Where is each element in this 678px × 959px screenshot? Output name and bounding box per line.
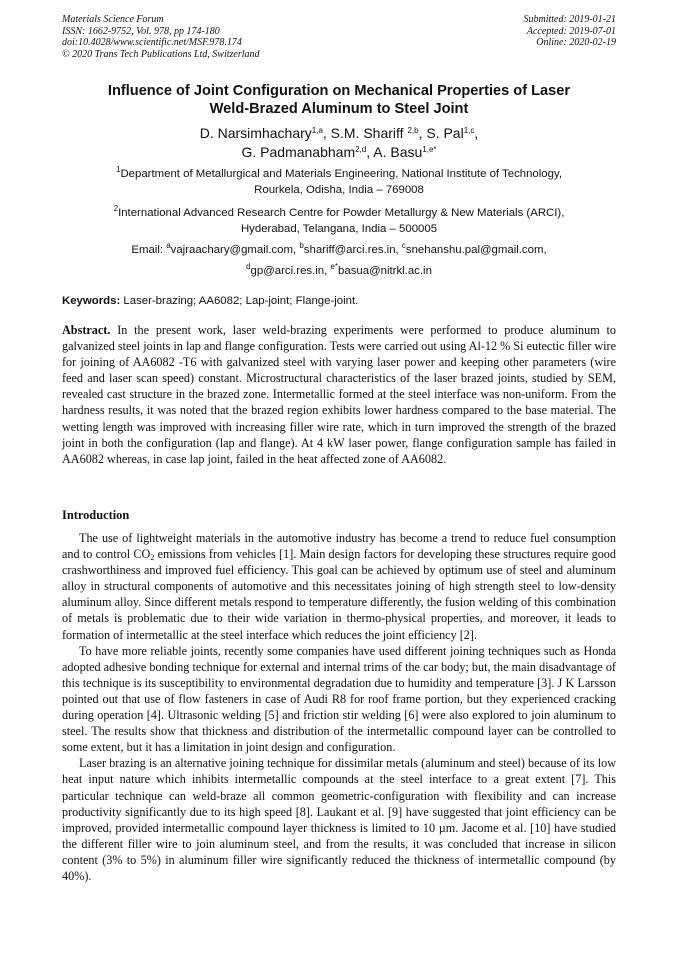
email-mark: a	[166, 241, 171, 250]
email-label: Email:	[131, 244, 167, 256]
submitted-date: Submitted: 2019-01-21	[523, 14, 616, 25]
email-mark: c	[401, 241, 406, 250]
email-link[interactable]: basua@nitrkl.ac.in	[338, 265, 432, 277]
author-name: G. Padmanabham	[241, 144, 356, 160]
submission-dates	[524, 14, 617, 49]
journal-name: Materials Science Forum	[62, 14, 164, 25]
affiliation-text: Department of Metallurgical and Materials Engineering, National Institute of Technology,	[120, 168, 562, 180]
paper-title-line-2: Weld-Brazed Aluminum to Steel Joint	[209, 101, 469, 117]
journal-doi: doi:10.4028/www.scientific.net/MSF.978.174	[62, 37, 242, 49]
author-name: , A. Basu	[366, 144, 423, 160]
paragraph-text: The use of lightweight materials in the automotive industry has become a trend to reduce fuel consumption and to control CO	[62, 531, 616, 562]
author-affiliation-mark: 1,c	[463, 126, 475, 135]
keywords-text: Laser-brazing; AA6082; Lap-joint; Flange-joint.	[120, 295, 359, 307]
journal-issn: ISSN: 1662-9752, Vol. 978, pp 174-180	[62, 25, 220, 37]
author-line-1	[62, 124, 616, 143]
author-list	[62, 124, 616, 162]
intro-paragraph-3: Laser brazing is an alternative joining technique for dissimilar metals (aluminum and steel) because of its low heat input nature which inhibits intermetallic compounds at the steel interface to a great extent [7]. This particular technique can weld-braze all common geometric-configuration with flexibility and can increase productivity significantly due to its high speed [8]. Laukant et al. [9] have suggested that joint efficiency can be improved, provided intermetallic compound layer thickness is limited to 10 µm. Jacome et al. [10] have studied the different filler wire to join aluminum steel, and from the results, it was concluded that increase in silicon content (3% to 5%) in aluminum filler wire significantly reduced the thickness of intermetallic compound (by 40%).	[62, 756, 616, 883]
email-mark: d	[246, 262, 251, 271]
author-name: , S. Pal	[418, 125, 464, 141]
paragraph-text: emissions from vehicles [1]. Main design factors for developing these structures require good crashworthiness and improved fuel efficiency. This goal can be achieved by optimum use of steel and aluminum alloy in structural components of automotive and this necessitates joining of high strength steel to low-density aluminum alloy. Since different metals respond to temperature differently, the fusion welding of this combination of metals is problematic due to their wide variation in thermo-physical properties, and moreover, it leads to formation of intermetallic at the steel interface which reduces the joint efficiency [2].	[62, 547, 616, 642]
intro-paragraph-2: To have more reliable joints, recently some companies have used different joining techniques such as Honda adopted adhesive bonding technique for external and internal trims of the car body; but, the main disadvantage of this technique is its susceptibility to environmental degradation due to humidity and temperature [3]. J K Larsson pointed out that use of flow fasteners in case of Audi R8 for roof frame portion, but they experienced cracking during operation [4]. Ultrasonic welding [5] and friction stir welding [6] were also explored to join aluminum to steel. The results show that thickness and distribution of the intermetallic compound layer can be controlled to some extent, but it has a limitation in joint design and configuration.	[62, 643, 616, 755]
abstract-text: In the present work, laser weld-brazing experiments were performed to produce aluminum to galvanized steel joints in lap and flange configuration. Tests were carried out using Al-12 % Si eutectic filler wire for joining of AA6082 -T6 with galvanized steel with varying laser power and keeping other parameters (wire feed and laser scan speed) constant. Microstructural characteristics of the laser brazed joints, studied by SEM, revealed cast structure in the brazed zone. Intermetallic formed at the steel interface was non-uniform. From the hardness results, it was noted that the brazed region exhibits lower hardness compared to the base material. The wetting length was improved with increasing filler wire rate, which in turn improved the strength of the brazed joint in both the configuration (lap and flange). At 4 kW laser power, flange configuration sample has failed in AA6082 whereas, in case lap joint, failed in the heat affected zone of AA6082.	[62, 323, 616, 466]
email-link[interactable]: vajraachary@gmail.com,	[170, 244, 300, 256]
keywords-label: Keywords:	[62, 295, 121, 307]
affiliation-2	[72, 205, 606, 237]
affiliation-text: International Advanced Research Centre for Powder Metallurgy & New Materials (ARCI),	[118, 207, 565, 219]
author-affiliation-mark: 1,a	[311, 126, 323, 135]
email-mark: e*	[330, 262, 339, 271]
affiliation-2-line-2: Hyderabad, Telangana, India – 500005	[240, 223, 438, 235]
abstract-label: Abstract.	[62, 323, 111, 337]
author-separator: ,	[474, 125, 479, 141]
email-line-1	[62, 240, 616, 261]
abstract	[62, 322, 616, 467]
paper-title	[62, 82, 616, 118]
email-mark: b	[299, 241, 304, 250]
keywords	[62, 294, 616, 309]
affiliation-2-line-1	[72, 205, 606, 221]
author-line-2	[62, 143, 616, 162]
paper-title-line-1: Influence of Joint Configuration on Mechanical Properties of Laser	[107, 83, 571, 99]
intro-paragraph-1	[62, 530, 616, 643]
introduction-body	[62, 530, 616, 884]
accepted-date: Accepted: 2019-07-01	[526, 25, 616, 37]
affiliation-1	[72, 166, 606, 198]
email-link[interactable]: shariff@arci.res.in,	[303, 244, 402, 256]
email-line-2	[62, 261, 616, 282]
email-link[interactable]: snehanshu.pal@gmail.com,	[405, 244, 547, 256]
email-block	[62, 240, 616, 282]
online-date: Online: 2020-02-19	[536, 37, 616, 49]
email-link[interactable]: gp@arci.res.in,	[250, 265, 331, 277]
author-affiliation-mark: 2,d	[355, 145, 367, 154]
affiliation-mark: 1	[116, 165, 121, 174]
section-heading-introduction: Introduction	[62, 508, 130, 522]
affiliation-1-line-2: Rourkela, Odisha, India – 769008	[254, 184, 424, 196]
author-affiliation-mark: 1,e*	[422, 145, 437, 154]
author-name: D. Narsimhachary	[199, 125, 312, 141]
author-affiliation-mark: 2,b	[407, 126, 419, 135]
journal-copyright: © 2020 Trans Tech Publications Ltd, Switzerland	[62, 48, 260, 60]
journal-info	[62, 14, 260, 60]
affiliation-mark: 2	[113, 204, 119, 213]
author-name: , S.M. Shariff	[322, 125, 408, 141]
affiliation-1-line-1	[72, 166, 606, 182]
subscript: 2	[150, 553, 155, 563]
